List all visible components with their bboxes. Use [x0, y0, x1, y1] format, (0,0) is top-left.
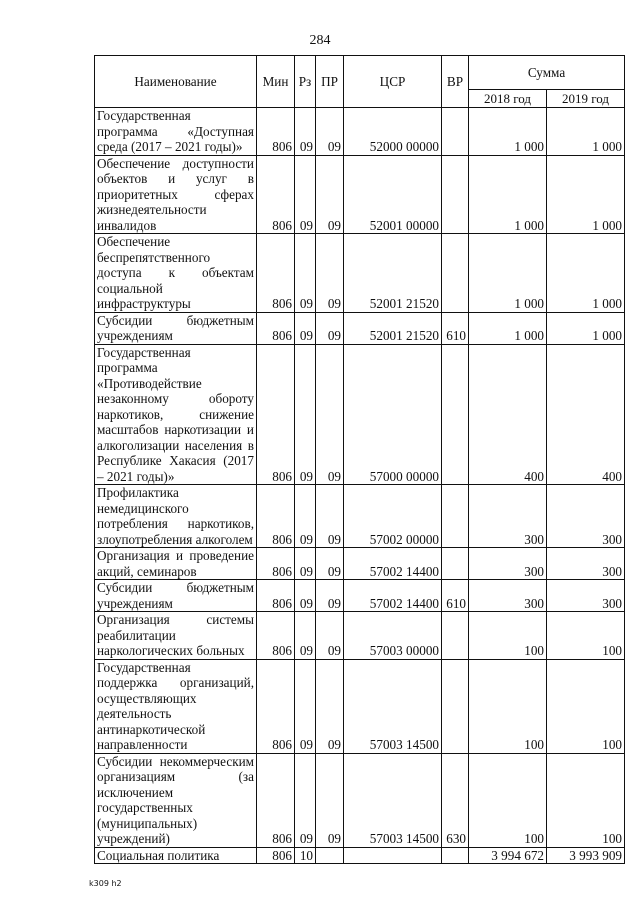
- table-row: [95, 580, 625, 612]
- header-year-2019: 2019 год: [547, 90, 625, 108]
- row-vr: [442, 234, 469, 313]
- table-row: [95, 753, 625, 847]
- row-vr: [442, 155, 469, 234]
- table-row: [95, 344, 625, 485]
- header-pr: ПР: [316, 56, 344, 108]
- table-row: [95, 234, 625, 313]
- row-sum-2018: 400: [469, 344, 547, 485]
- row-vr: [442, 659, 469, 753]
- header-rz: Рз: [295, 56, 316, 108]
- row-csr: 57000 00000: [344, 344, 442, 485]
- row-vr: 610: [442, 580, 469, 612]
- table-row: [95, 847, 625, 864]
- table-row: [95, 485, 625, 548]
- row-pr: 09: [316, 659, 344, 753]
- row-pr: 09: [316, 612, 344, 660]
- row-csr: 52001 21520: [344, 234, 442, 313]
- row-sum-2018: 300: [469, 485, 547, 548]
- table-row: [95, 548, 625, 580]
- row-name: Субсидии бюджетным учреждениям: [95, 312, 257, 344]
- row-sum-2019: 400: [547, 344, 625, 485]
- row-sum-2018: 100: [469, 753, 547, 847]
- row-sum-2018: 300: [469, 580, 547, 612]
- row-name: Социальная политика: [95, 847, 257, 864]
- row-rz: 09: [295, 155, 316, 234]
- row-pr: 09: [316, 580, 344, 612]
- row-sum-2019: 1 000: [547, 155, 625, 234]
- row-sum-2019: 300: [547, 548, 625, 580]
- row-min: 806: [257, 580, 295, 612]
- table-row: [95, 108, 625, 156]
- row-csr: 52001 21520: [344, 312, 442, 344]
- row-name: Обеспечение доступности объектов и услуг в приоритетных сферах жизнедеятельности инвалидов: [95, 155, 257, 234]
- row-csr: 57002 14400: [344, 548, 442, 580]
- row-pr: 09: [316, 312, 344, 344]
- row-sum-2019: 300: [547, 485, 625, 548]
- row-rz: 09: [295, 659, 316, 753]
- footer-code: k309 h2: [89, 879, 122, 888]
- header-sum: Сумма: [469, 56, 625, 90]
- header-year-2018: 2018 год: [469, 90, 547, 108]
- row-sum-2019: 100: [547, 659, 625, 753]
- row-pr: 09: [316, 344, 344, 485]
- row-name: Государственная программа «Доступная среда (2017 – 2021 годы)»: [95, 108, 257, 156]
- row-min: 806: [257, 155, 295, 234]
- row-name: Профилактика немедицинского потребления наркотиков, злоупотребления алкоголем: [95, 485, 257, 548]
- row-name: Субсидии бюджетным учреждениям: [95, 580, 257, 612]
- row-vr: [442, 485, 469, 548]
- row-rz: 09: [295, 485, 316, 548]
- page-number: 284: [309, 33, 331, 48]
- header-min: Мин: [257, 56, 295, 108]
- row-sum-2019: 100: [547, 612, 625, 660]
- row-name: Государственная программа «Противодействие незаконному обороту наркотиков, снижение масштабов наркотизации и алкоголизации населения в Республике Хакасия (2017 – 2021 годы)»: [95, 344, 257, 485]
- row-csr: 57003 14500: [344, 659, 442, 753]
- row-rz: 10: [295, 847, 316, 864]
- table-row: [95, 612, 625, 660]
- row-csr: 57003 00000: [344, 612, 442, 660]
- row-sum-2018: 1 000: [469, 108, 547, 156]
- row-vr: [442, 344, 469, 485]
- row-sum-2018: 3 994 672: [469, 847, 547, 864]
- row-sum-2018: 100: [469, 612, 547, 660]
- row-min: 806: [257, 847, 295, 864]
- row-vr: 610: [442, 312, 469, 344]
- row-csr: [344, 847, 442, 864]
- row-sum-2018: 1 000: [469, 312, 547, 344]
- row-min: 806: [257, 753, 295, 847]
- row-rz: 09: [295, 234, 316, 313]
- row-name: Организация системы реабилитации наркологических больных: [95, 612, 257, 660]
- row-min: 806: [257, 312, 295, 344]
- row-min: 806: [257, 344, 295, 485]
- table-body: [95, 108, 625, 864]
- header-vr: ВР: [442, 56, 469, 108]
- row-vr: [442, 612, 469, 660]
- row-name: Государственная поддержка организаций, осуществляющих деятельность антинаркотической направленности: [95, 659, 257, 753]
- row-min: 806: [257, 108, 295, 156]
- table-row: [95, 155, 625, 234]
- row-sum-2019: 3 993 909: [547, 847, 625, 864]
- row-rz: 09: [295, 312, 316, 344]
- row-min: 806: [257, 612, 295, 660]
- row-min: 806: [257, 485, 295, 548]
- row-rz: 09: [295, 548, 316, 580]
- row-min: 806: [257, 659, 295, 753]
- row-sum-2018: 300: [469, 548, 547, 580]
- row-name: Субсидии некоммерческим организациям (за исключением государственных (муниципальных) учреждений): [95, 753, 257, 847]
- row-csr: 52001 00000: [344, 155, 442, 234]
- row-rz: 09: [295, 612, 316, 660]
- row-vr: [442, 108, 469, 156]
- row-pr: [316, 847, 344, 864]
- row-sum-2019: 300: [547, 580, 625, 612]
- row-sum-2019: 1 000: [547, 234, 625, 313]
- row-min: 806: [257, 234, 295, 313]
- row-csr: 52000 00000: [344, 108, 442, 156]
- header-name: Наименование: [95, 56, 257, 108]
- row-pr: 09: [316, 548, 344, 580]
- row-csr: 57002 00000: [344, 485, 442, 548]
- row-min: 806: [257, 548, 295, 580]
- row-pr: 09: [316, 753, 344, 847]
- row-name: Обеспечение беспрепятственного доступа к объектам социальной инфраструктуры: [95, 234, 257, 313]
- row-vr: [442, 548, 469, 580]
- row-rz: 09: [295, 753, 316, 847]
- row-rz: 09: [295, 108, 316, 156]
- row-rz: 09: [295, 344, 316, 485]
- row-sum-2019: 1 000: [547, 312, 625, 344]
- table-row: [95, 659, 625, 753]
- row-vr: 630: [442, 753, 469, 847]
- row-csr: 57002 14400: [344, 580, 442, 612]
- row-sum-2018: 1 000: [469, 155, 547, 234]
- row-pr: 09: [316, 234, 344, 313]
- row-csr: 57003 14500: [344, 753, 442, 847]
- table-row: [95, 312, 625, 344]
- row-sum-2018: 1 000: [469, 234, 547, 313]
- row-rz: 09: [295, 580, 316, 612]
- row-pr: 09: [316, 155, 344, 234]
- row-sum-2019: 1 000: [547, 108, 625, 156]
- row-pr: 09: [316, 108, 344, 156]
- row-vr: [442, 847, 469, 864]
- row-sum-2019: 100: [547, 753, 625, 847]
- row-pr: 09: [316, 485, 344, 548]
- row-name: Организация и проведение акций, семинаров: [95, 548, 257, 580]
- header-csr: ЦСР: [344, 56, 442, 108]
- row-sum-2018: 100: [469, 659, 547, 753]
- budget-table: [94, 55, 625, 864]
